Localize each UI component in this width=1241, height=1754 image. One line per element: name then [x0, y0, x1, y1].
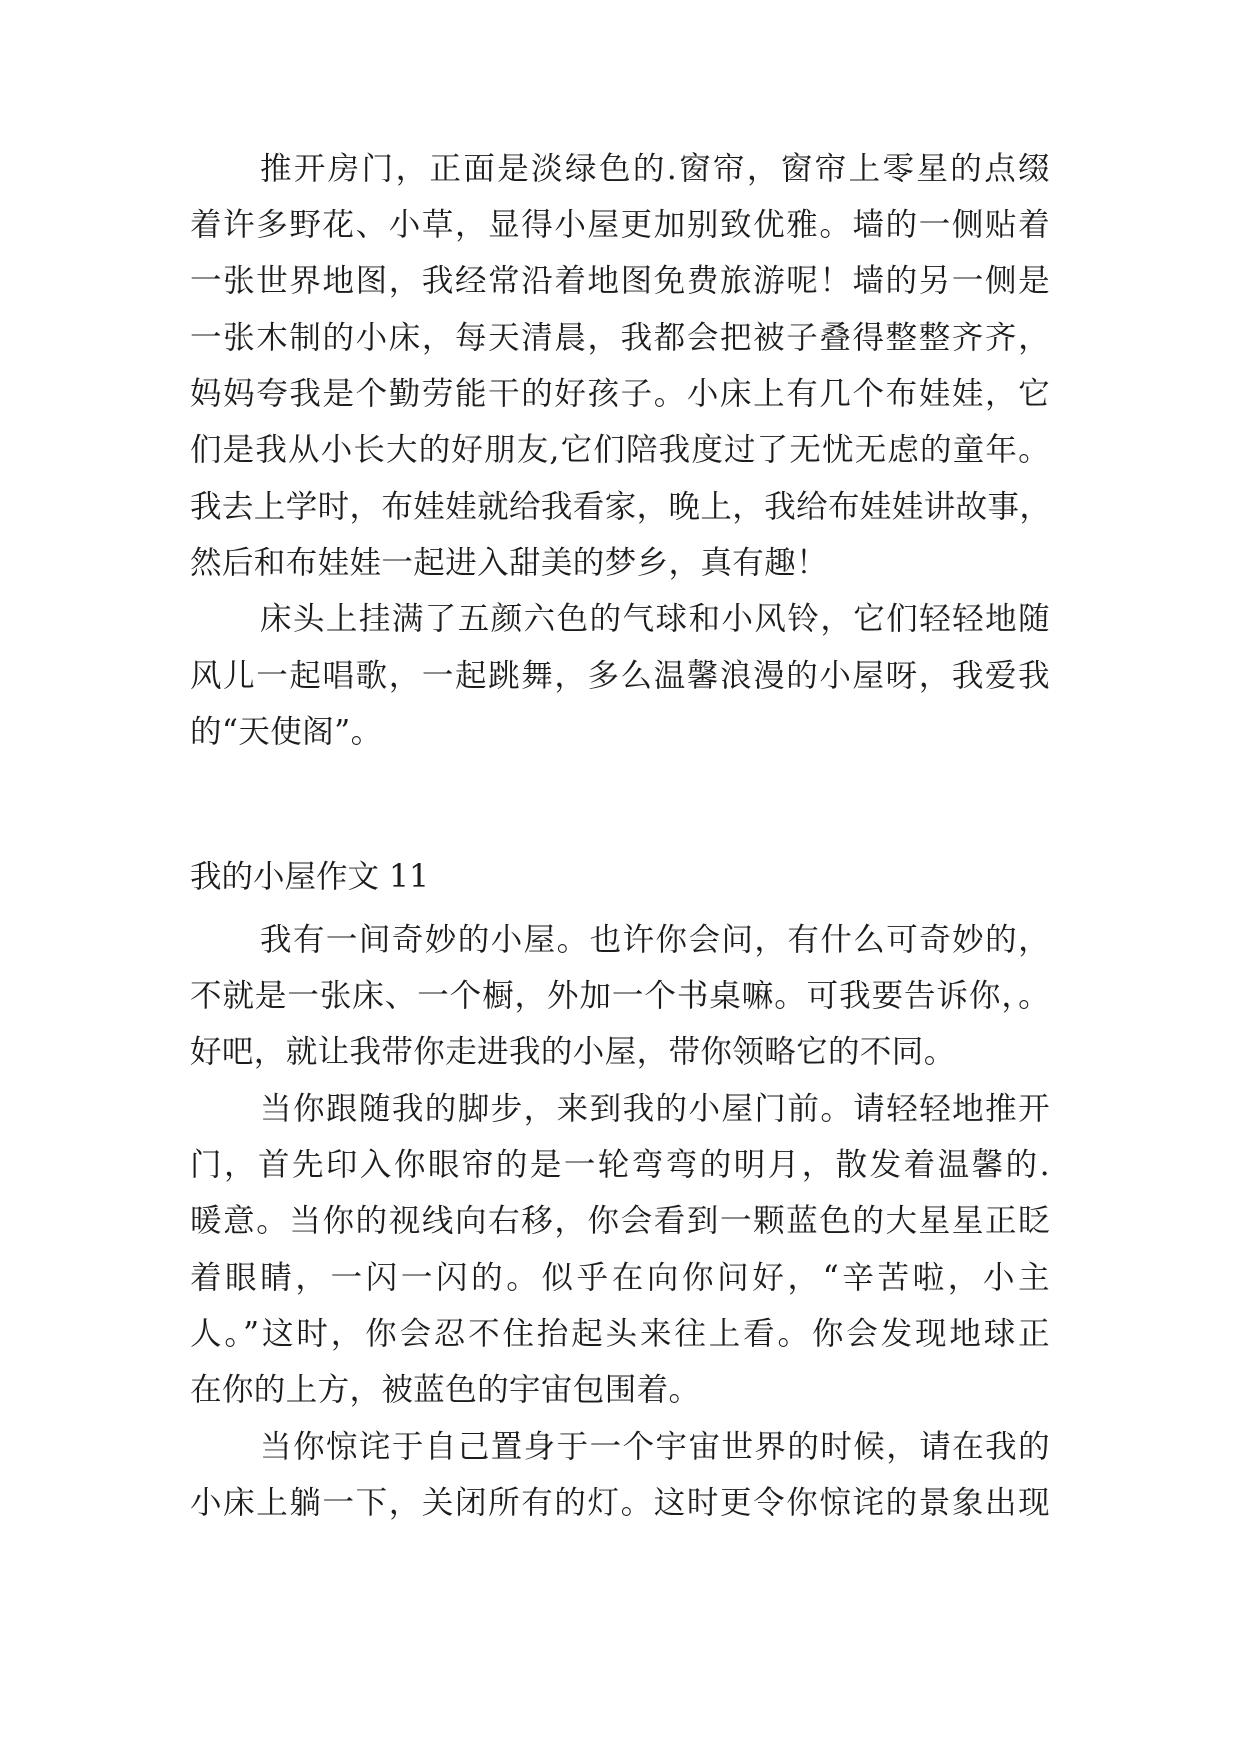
paragraph-line: 的“天使阁”。: [190, 714, 383, 750]
paragraph-line: 妈妈夸我是个勤劳能干的好孩子。小床上有几个布娃娃，它: [190, 376, 1050, 412]
paragraph-line: 小床上躺一下，关闭所有的灯。这时更令你惊诧的景象出现: [190, 1485, 1050, 1521]
paragraph-line: 不就是一张床、一个橱，外加一个书桌嘛。可我要告诉你，。: [190, 978, 1050, 1014]
paragraph-line: 然后和布娃娃一起进入甜美的梦乡，真有趣！: [190, 545, 829, 581]
paragraph-line: 当你跟随我的脚步，来到我的小屋门前。请轻轻地推开: [260, 1091, 1050, 1127]
section-heading: 我的小屋作文 11: [190, 859, 430, 895]
paragraph-line: 门，首先印入你眼帘的是一轮弯弯的明月，散发着温馨的.: [190, 1147, 1050, 1183]
paragraph-line: 人。”这时，你会忍不住抬起头来往上看。你会发现地球正: [190, 1316, 1050, 1352]
paragraph-line: 我去上学时，布娃娃就给我看家，晚上，我给布娃娃讲故事，: [190, 489, 1052, 525]
paragraph-line: 当你惊诧于自己置身于一个宇宙世界的时候，请在我的: [260, 1429, 1050, 1465]
paragraph-line: 一张世界地图，我经常沿着地图免费旅游呢！墙的另一侧是: [190, 263, 1050, 299]
paragraph-line: 好吧，就让我带你走进我的小屋，带你领略它的不同。: [190, 1034, 956, 1070]
paragraph-line: 一张木制的小床，每天清晨，我都会把被子叠得整整齐齐，: [190, 320, 1050, 356]
paragraph-line: 着许多野花、小草，显得小屋更加别致优雅。墙的一侧贴着: [190, 207, 1050, 243]
paragraph-line: 暖意。当你的视线向右移，你会看到一颗蓝色的大星星正眨: [190, 1203, 1050, 1239]
paragraph-line: 推开房门，正面是淡绿色的.窗帘，窗帘上零星的点缀: [260, 151, 1050, 187]
paragraph-line: 我有一间奇妙的小屋。也许你会问，有什么可奇妙的，: [260, 922, 1050, 958]
paragraph-line: 在你的上方，被蓝色的宇宙包围着。: [190, 1372, 701, 1408]
paragraph-line: 床头上挂满了五颜六色的气球和小风铃，它们轻轻地随: [260, 601, 1050, 637]
paragraph-line: 风儿一起唱歌，一起跳舞，多么温馨浪漫的小屋呀，我爱我: [190, 658, 1050, 694]
paragraph-line: 着眼睛，一闪一闪的。似乎在向你问好，“辛苦啦，小主: [190, 1260, 1050, 1296]
paragraph-line: 们是我从小长大的好朋友,它们陪我度过了无忧无虑的童年。: [190, 432, 1050, 468]
